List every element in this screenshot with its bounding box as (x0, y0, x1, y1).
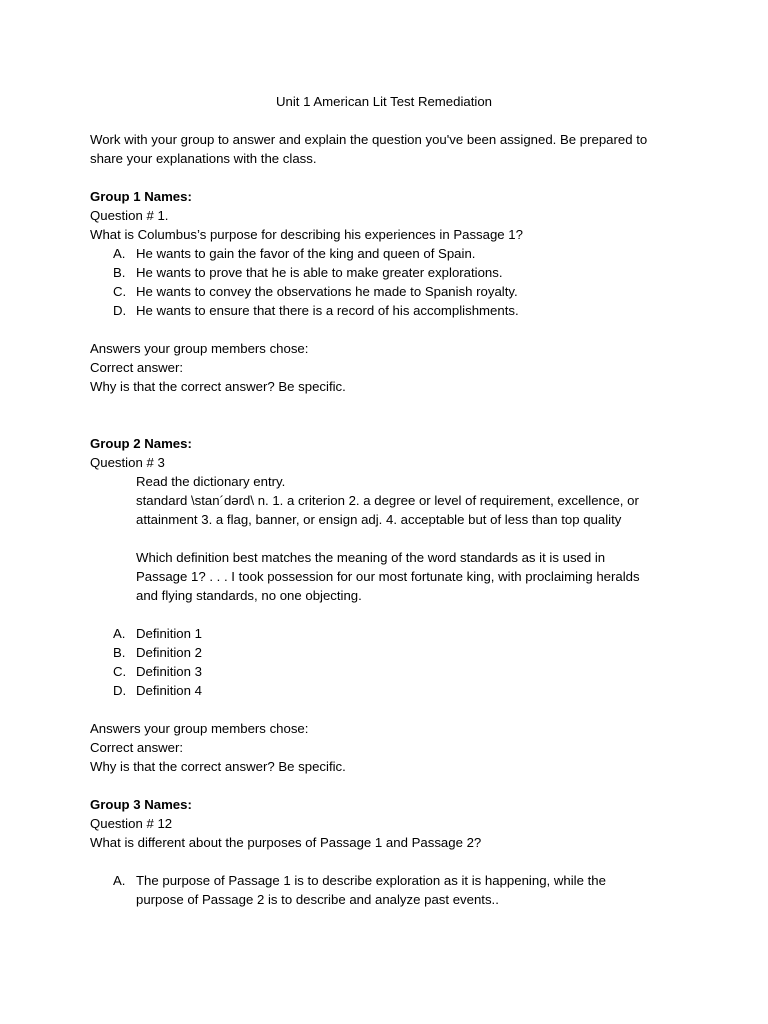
option-text: Definition 2 (136, 645, 202, 660)
dictionary-entry-line-2: attainment 3. a flag, banner, or ensign adj. 4. acceptable but of less than top quality (136, 512, 622, 527)
answer-option-d (90, 681, 690, 700)
question-text-line-1: Which definition best matches the meaning of the word standards as it is used in (136, 550, 606, 565)
correct-answer-prompt: Correct answer: (90, 740, 184, 755)
intro-text-line-1: Work with your group to answer and explain the question you've been assigned. Be prepared to (90, 132, 648, 147)
document-title: Unit 1 American Lit Test Remediation (276, 94, 492, 109)
option-text: He wants to gain the favor of the king and queen of Spain. (136, 246, 476, 261)
option-text-line-2: purpose of Passage 2 is to describe and analyze past events.. (136, 892, 499, 907)
intro-text-line-2: share your explanations with the class. (90, 151, 317, 166)
option-letter: A. (113, 873, 126, 888)
option-text: Definition 1 (136, 626, 202, 641)
document-page (90, 92, 690, 909)
answer-option-a (90, 871, 690, 890)
option-letter: B. (113, 265, 126, 280)
option-text: He wants to prove that he is able to make greater explorations. (136, 265, 503, 280)
answer-option-c (90, 282, 690, 301)
option-text-line-1: The purpose of Passage 1 is to describe exploration as it is happening, while the (136, 873, 606, 888)
question-text: What is different about the purposes of Passage 1 and Passage 2? (90, 835, 482, 850)
question-number: Question # 1. (90, 208, 169, 223)
option-letter: C. (113, 284, 127, 299)
option-text: He wants to ensure that there is a record of his accomplishments. (136, 303, 519, 318)
group-3-section (90, 795, 690, 909)
why-correct-prompt: Why is that the correct answer? Be specific. (90, 379, 346, 394)
question-body (90, 472, 690, 605)
group-heading: Group 3 Names: (90, 797, 192, 812)
question-text: What is Columbus’s purpose for describing his experiences in Passage 1? (90, 227, 523, 242)
dictionary-entry-line-1: standard \stan´dərd\ n. 1. a criterion 2. a degree or level of requirement, excellence, or (136, 493, 639, 508)
question-text-line-3: and flying standards, no one objecting. (136, 588, 362, 603)
correct-answer-prompt: Correct answer: (90, 360, 184, 375)
group-heading: Group 1 Names: (90, 189, 192, 204)
answer-option-c (90, 662, 690, 681)
option-text: He wants to convey the observations he made to Spanish royalty. (136, 284, 518, 299)
group-1-section (90, 187, 690, 396)
answer-option-b (90, 263, 690, 282)
answer-option-b (90, 643, 690, 662)
option-text: Definition 3 (136, 664, 202, 679)
group-heading: Group 2 Names: (90, 436, 192, 451)
instruction-text: Read the dictionary entry. (136, 474, 286, 489)
answer-option-a (90, 244, 690, 263)
option-letter: B. (113, 645, 126, 660)
option-letter: C. (113, 664, 127, 679)
option-letter: D. (113, 303, 127, 318)
question-number: Question # 12 (90, 816, 173, 831)
option-text: Definition 4 (136, 683, 202, 698)
answers-chosen-prompt: Answers your group members chose: (90, 341, 309, 356)
question-text-line-2: Passage 1? . . . I took possession for our most fortunate king, with proclaiming heralds (136, 569, 640, 584)
answer-option-a-continued (90, 890, 690, 909)
option-letter: A. (113, 626, 126, 641)
why-correct-prompt: Why is that the correct answer? Be specific. (90, 759, 346, 774)
option-letter: D. (113, 683, 127, 698)
answers-chosen-prompt: Answers your group members chose: (90, 721, 309, 736)
option-letter: A. (113, 246, 126, 261)
answer-option-a (90, 624, 690, 643)
group-2-section (90, 434, 690, 776)
question-number: Question # 3 (90, 455, 165, 470)
answer-option-d (90, 301, 690, 320)
